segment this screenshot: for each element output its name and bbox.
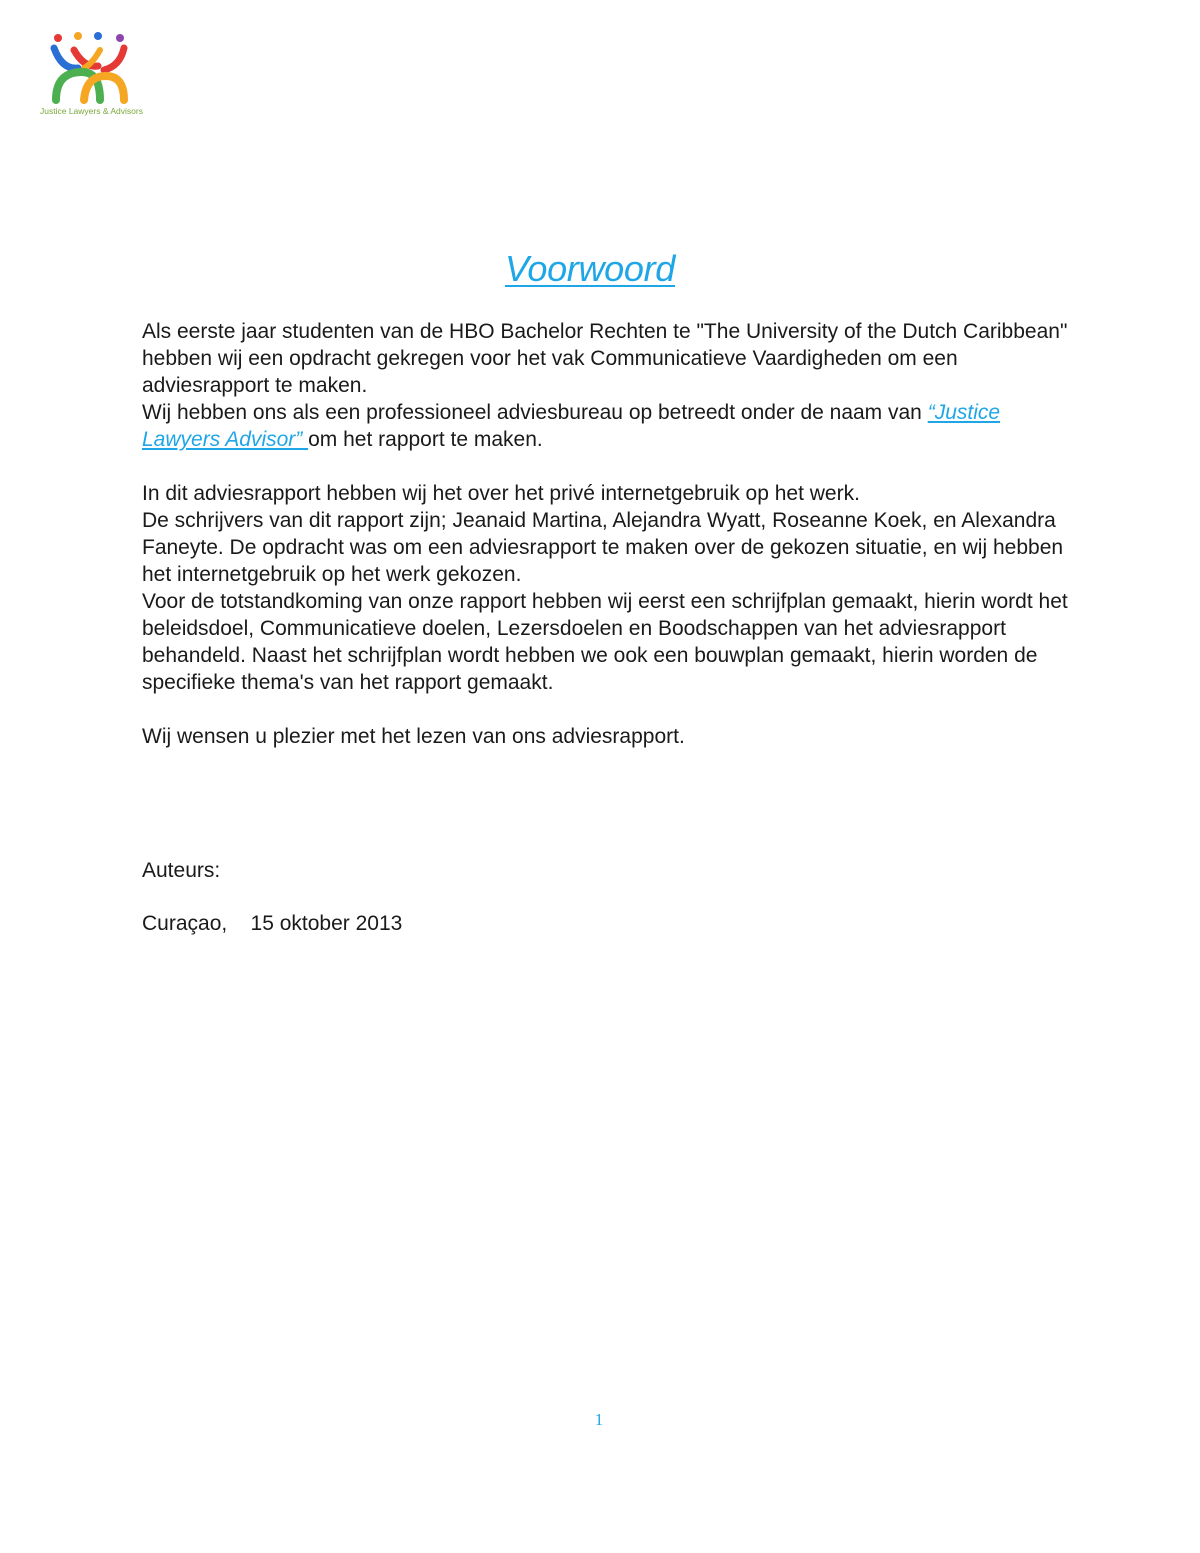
company-name-link[interactable]: “Justice Lawyers Advisor” [142,401,1001,451]
paragraph-topic: In dit adviesrapport hebben wij het over het privé internetgebruik op het werk. [142,482,860,505]
company-logo [40,30,143,120]
place-date: Curaçao, 15 oktober 2013 [142,912,403,935]
intro-text-3: om het rapport te maken. [308,428,543,451]
paragraph-intro [142,318,1082,453]
intro-text: Als eerste jaar studenten van de HBO Bachelor Rechten te "The University of the Dutch Caribbean" hebben wij een opdracht gekregen voor het vak Communicatieve Vaardigheden om een adviesrapport te maken. [142,320,1068,397]
paragraph-authors: De schrijvers van dit rapport zijn; Jeanaid Martina, Alejandra Wyatt, Roseanne Koek, en Alexandra Faneyte. De opdracht was om een adviesrapport te maken over de gekozen situatie, en wij hebben het internetgebruik op het werk gekozen. [142,509,1064,586]
paragraph-closing: Wij wensen u plezier met het lezen van ons adviesrapport. [142,725,685,748]
paragraph-process: Voor de totstandkoming van onze rapport hebben wij eerst een schrijfplan gemaakt, hierin wordt het beleidsdoel, Communicatieve doelen, Lezersdoelen en Boodschappen van het adviesrapport behandeld. Naast het schrijfplan wordt hebben we ook een bouwplan gemaakt, hierin worden de specifieke thema's van het rapport gemaakt. [142,590,1068,694]
signature-block [142,857,402,963]
authors-label: Auteurs: [142,859,221,882]
page-title: Voorwoord [504,248,676,289]
paragraph-gap [142,453,1082,480]
page-number: 1 [594,1410,604,1429]
logo-figures-icon [40,30,140,110]
logo-caption: Justice Lawyers & Advisors [40,106,143,116]
foreword-body [142,318,1082,750]
intro-text-2: Wij hebben ons als een professioneel adviesbureau op betreedt onder de naam van [142,401,928,424]
paragraph-gap [142,696,1082,723]
